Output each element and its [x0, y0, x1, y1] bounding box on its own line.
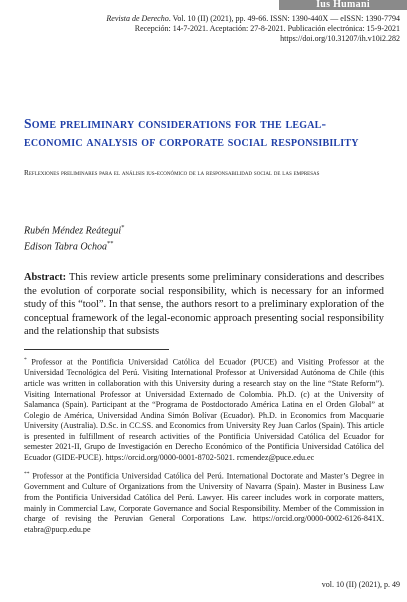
- header-citation: [80, 14, 400, 24]
- author-name: Rubén Méndez Reátegui: [24, 225, 122, 237]
- header-dates: Recepción: 14-7-2021. Aceptación: 27-8-2021. Publicación electrónica: 15-9-2021: [134, 24, 400, 33]
- footnote-mark: *: [121, 224, 125, 231]
- author-1: [24, 221, 324, 237]
- footnote-1: [24, 355, 384, 464]
- author-list: [24, 221, 324, 254]
- header-metadata: [80, 14, 400, 44]
- author-2: [24, 237, 324, 253]
- abstract-label: Abstract:: [24, 272, 67, 283]
- page-footer: vol. 10 (II) (2021), p. 49: [321, 580, 400, 589]
- footnote-mark: *: [24, 357, 27, 363]
- footnote-mark: **: [106, 240, 114, 248]
- footnote-2: [24, 469, 384, 535]
- abstract-text: This review article presents some preliminary considerations and describes the evolution of corporate social responsibility, which is necessary for an informed study of this “tool”. In that sense, the authors resort to a preliminary exploration of the conceptual framework of the legal-economic approach presenting social responsibility and the relationship that subsists: [24, 272, 384, 338]
- journal-name: Revista de Derecho: [106, 14, 169, 23]
- abstract: [24, 271, 384, 339]
- footnote-text: Professor at the Pontificia Universidad Católica del Ecuador (PUCE) and Visiting Professor at the Universidad Tecnológica del Perú. Visiting International Professor at Universidad Autónoma de Chile (this article was written in collaboration with this University during a research stay on the line “State Reform”). Visiting International Professor at Universidad Externado de Colombia. Ph.D. (c) at the University of Salamanca (Spain). Participant at the “Programa de Postdoctorado América Latina en el Orden Global” at Colegio de América, Universidad Andina Simón Bolívar (Ecuador). Ph.D. in Economics from Macquarie University (Australia). D.Sc. in CC.SS. and Economics from University Rey Juan Carlos (Spain). This article is presented in fulfillment of research activities of the Pontificia Universidad Católica del Ecuador for semester 2021-II, Grupo de Investigación en Derecho Económico of the Pontificia Universidad Católica del Ecuador (GIDE-PUCE). https://orcid.org/0000-0001-8702-5021. rcmendez@puce.edu.ec: [24, 357, 384, 463]
- footnote-divider: [24, 349, 169, 350]
- article-subtitle: Reflexiones preliminares para el análisis ius-económico de la responsabilidad social de las empresas: [24, 168, 320, 177]
- citation-details: . Vol. 10 (II) (2021), pp. 49-66. ISSN: 1390-440X — eISSN: 1390-7794: [168, 14, 400, 23]
- journal-logo-bar: [279, 0, 407, 10]
- journal-logo: Ius Humani: [316, 0, 370, 10]
- header-doi[interactable]: https://doi.org/10.31207/ih.v10i2.282: [280, 34, 400, 43]
- footnote-text: Professor at the Pontificia Universidad Católica del Perú. International Doctorate and Master’s Degree in Government and Culture of Organizations from the University of Navarra (Spain). Master in Business Law from the Pontificia Universidad Católica del Perú. Lawyer. His career includes work in corporate matters, mainly in Commercial Law, Corporate Governance and Social Responsibility. Member of the Commission in charge of revising the Peruvian General Corporations Law. https://orcid.org/0000-0002-6126-841X. etabra@pucp.edu.pe: [24, 471, 384, 534]
- footnote-mark: **: [24, 471, 30, 477]
- article-title: Some preliminary considerations for the legal-economic analysis of corporate social responsibility: [24, 116, 359, 149]
- author-name: Edison Tabra Ochoa: [24, 241, 107, 253]
